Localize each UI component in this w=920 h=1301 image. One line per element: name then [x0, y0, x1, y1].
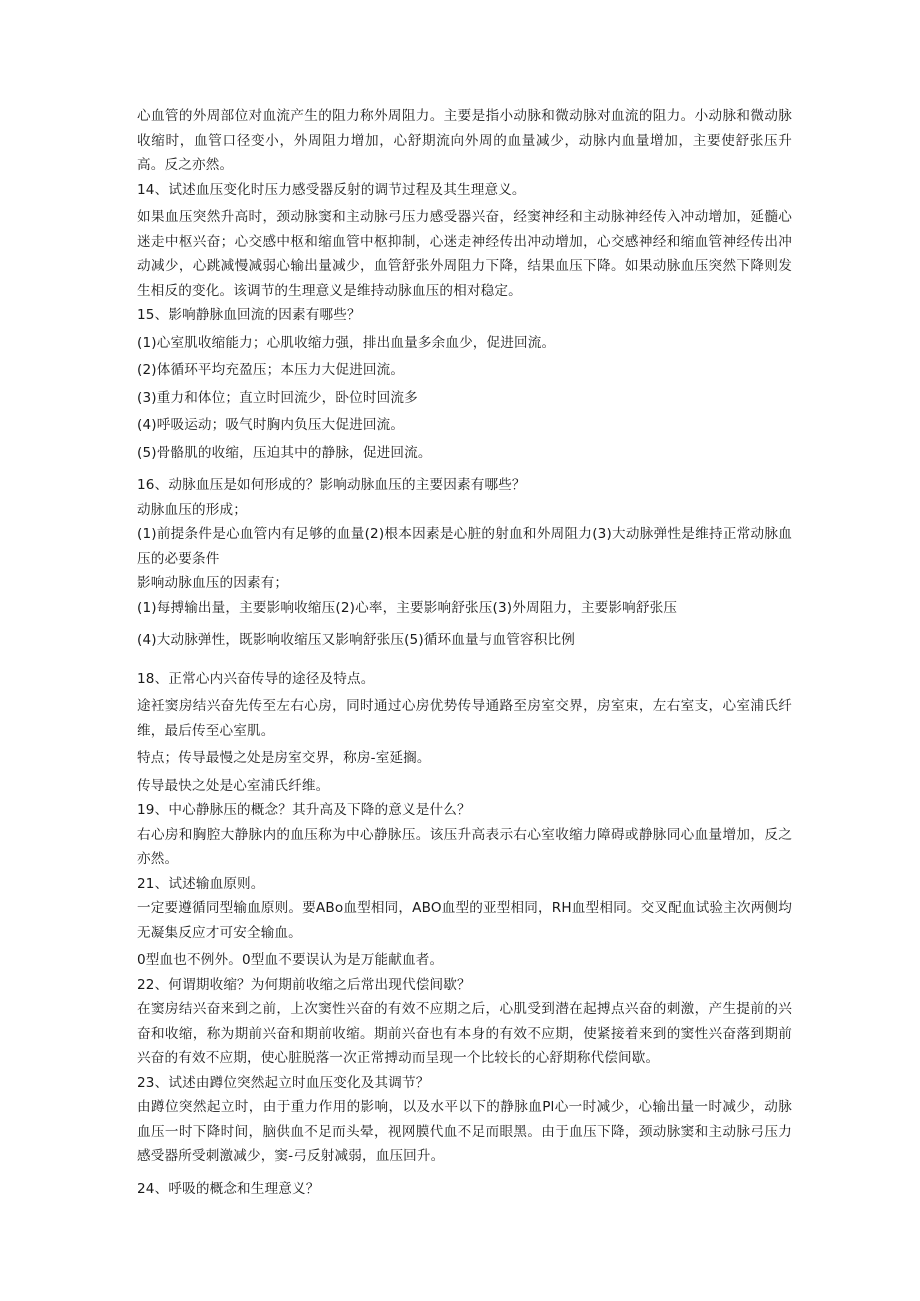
answer-14: 如果血压突然升高时，颈动脉窦和主动脉弓压力感受器兴奋，经窦神经和主动脉神经传入冲动增加，延髓心迷走中枢兴奋；心交感中枢和缩血管中枢抑制，心迷走神经传出冲动增加，心交感神经和缩血管神经传出冲动减少，心跳减慢减弱心输出量减少，血管舒张外周阻力下降，结果血压下降。如果动脉血压突然下降则发生相反的变化。该调节的生理意义是维持动脉血压的相对稳定。 — [137, 209, 792, 299]
question-16-heading: 16、动脉血压是如何形成的？影响动脉血压的主要因素有哪些？ — [137, 477, 526, 493]
answer-16-factors-1: (1)每搏输出量，主要影响收缩压(2)心率，主要影响舒张压(3)外周阻力，主要影响舒张压 — [137, 599, 678, 616]
question-19-heading: 19、中心静脉压的概念？其升高及下降的意义是什么？ — [137, 802, 471, 818]
answer-15-item-1: (1)心室肌收缩能力；心肌收缩力强，排出血量多余血少，促进回流。 — [137, 334, 556, 351]
answer-21-note: 0型血也不例外。0型血不要误认为是万能献血者。 — [137, 952, 444, 968]
paragraph-peripheral-resistance: 心血管的外周部位对血流产生的阻力称外周阻力。主要是指小动脉和微动脉对血流的阻力。小动脉和微动脉收缩时，血管口径变小，外周阻力增加，心舒期流向外周的血量减少，动脉内血量增加，主要使舒张压升高。反之亦然。 — [137, 108, 792, 173]
answer-18-pathway: 途衽窦房结兴奋先传至左右心房，同时通过心房优势传导通路至房室交界，房室束，左右室支，心室浦氏纤维，最后传至心室肌。 — [137, 698, 792, 739]
answer-23: 由蹲位突然起立时，由于重力作用的影响，以及水平以下的静脉血Pl心一时减少，心输出量一时减少，动脉血压一时下降时间，脑供血不足而头晕，视网膜代血不足而眼黑。由于血压下降，颈动脉窦和主动脉弓压力感受器所受刺激减少，窦-弓反射减弱，血压回升。 — [137, 1099, 792, 1164]
answer-15-item-4: (4)呼吸运动；吸气时胸内负压大促进回流。 — [137, 417, 405, 433]
answer-22: 在窦房结兴奋来到之前，上次窦性兴奋的有效不应期之后，心肌受到潜在起搏点兴奋的刺激，产生提前的兴奋和收缩，称为期前兴奋和期前收缩。期前兴奋也有本身的有效不应期，使紧接着来到的窦性兴奋落到期前兴奋的有效不应期，使心脏脱落一次正常搏动而呈现一个比较长的心舒期称代偿间歇。 — [137, 1001, 792, 1066]
answer-15-item-3: (3)重力和体位；直立时回流少，卧位时回流多 — [137, 389, 418, 406]
answer-15-item-5: (5)骨骼肌的收缩，压迫其中的静脉，促进回流。 — [137, 444, 432, 461]
question-14-heading: 14、试述血压变化时压力感受器反射的调节过程及其生理意义。 — [137, 181, 526, 198]
answer-16-formation-label: 动脉血压的形成； — [137, 501, 247, 518]
answer-16-factors-2: (4)大动脉弹性，既影响收缩压又影响舒张压(5)循环血量与血管容积比例 — [137, 632, 575, 648]
answer-21: 一定要遵循同型输血原则。要ABo血型相同，ABO血型的亚型相同，RH血型相同。交叉配血试验主次两侧均无凝集反应才可安全输血。 — [137, 900, 792, 941]
answer-16-factors-label: 影响动脉血压的因素有； — [137, 575, 289, 591]
question-21-heading: 21、试述输血原则。 — [137, 875, 265, 892]
question-18-heading: 18、正常心内兴奋传导的途径及特点。 — [137, 670, 375, 687]
document-body — [137, 104, 792, 1201]
question-24-heading: 24、呼吸的概念和生理意义？ — [137, 1180, 320, 1197]
answer-15-item-2: (2)体循环平均充盈压；本压力大促进回流。 — [137, 362, 405, 378]
answer-18-feature-2: 传导最快之处是心室浦氏纤维。 — [137, 777, 330, 794]
question-22-heading: 22、何谓期收缩？为何期前收缩之后常出现代偿间歇？ — [137, 976, 471, 993]
answer-18-feature-1: 特点；传导最慢之处是房室交界，称房-室延搁。 — [137, 750, 431, 766]
answer-19: 右心房和胸腔大静脉内的血压称为中心静脉压。该压升高表示右心室收缩力障碍或静脉同心血量增加，反之亦然。 — [137, 826, 792, 867]
answer-16-formation: (1)前提条件是心血管内有足够的血量(2)根本因素是心脏的射血和外周阻力(3)大动脉弹性是维持正常动脉血压的必要条件 — [137, 526, 792, 567]
question-23-heading: 23、试述由蹲位突然起立时血压变化及其调节？ — [137, 1074, 430, 1091]
question-15-heading: 15、影响静脉血回流的因素有哪些？ — [137, 307, 361, 323]
